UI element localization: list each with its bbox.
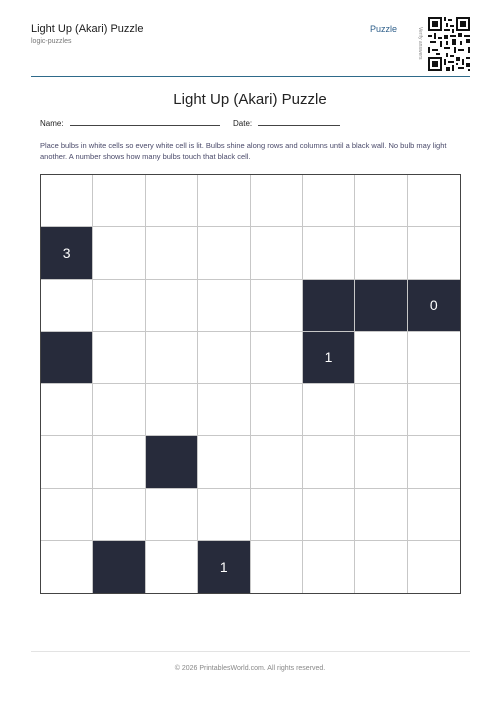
grid-cell[interactable] — [408, 436, 460, 488]
wall-cell — [355, 280, 407, 332]
grid-cell[interactable] — [408, 332, 460, 384]
grid-cell[interactable] — [355, 436, 407, 488]
grid-cell[interactable] — [355, 227, 407, 279]
grid-cell[interactable] — [146, 384, 198, 436]
grid-cell[interactable] — [146, 280, 198, 332]
grid-cell[interactable] — [41, 384, 93, 436]
instructions: Place bulbs in white cells so every white cell is lit. Bulbs shine along rows and columns until a black wall. No bulb may light another. A number shows how many bulbs touch that black cell. — [40, 141, 447, 161]
grid-cell[interactable] — [93, 227, 145, 279]
grid-cell[interactable] — [93, 489, 145, 541]
grid-cell[interactable] — [303, 384, 355, 436]
grid-cell[interactable] — [198, 384, 250, 436]
name-label: Name: — [40, 119, 64, 128]
wall-cell — [146, 436, 198, 488]
grid-cell[interactable] — [303, 489, 355, 541]
grid-cell[interactable] — [355, 489, 407, 541]
grid-cell[interactable] — [41, 436, 93, 488]
grid-cell[interactable] — [408, 541, 460, 593]
grid-cell[interactable] — [198, 489, 250, 541]
grid-cell[interactable] — [93, 384, 145, 436]
grid-cell[interactable] — [408, 175, 460, 227]
copyright: © 2026 PrintablesWorld.com. All rights reserved. — [174, 665, 326, 672]
grid-cell[interactable] — [41, 541, 93, 593]
grid-cell[interactable] — [93, 436, 145, 488]
grid-cell[interactable] — [251, 332, 303, 384]
grid-cell[interactable] — [251, 541, 303, 593]
header-subtitle: logic-puzzles — [31, 38, 72, 45]
grid-cell[interactable] — [408, 227, 460, 279]
grid-cell[interactable] — [408, 384, 460, 436]
grid-cell[interactable] — [146, 227, 198, 279]
grid-cell[interactable] — [251, 436, 303, 488]
grid-cell[interactable] — [198, 436, 250, 488]
grid-cell[interactable] — [146, 489, 198, 541]
grid-cell[interactable] — [251, 280, 303, 332]
date-label: Date: — [233, 119, 253, 128]
date-field[interactable] — [233, 118, 340, 128]
clue-cell: 0 — [408, 280, 460, 332]
clue-cell: 1 — [198, 541, 250, 593]
wall-cell — [303, 280, 355, 332]
grid-cell[interactable] — [146, 541, 198, 593]
grid-cell[interactable] — [355, 384, 407, 436]
grid-cell[interactable] — [355, 175, 407, 227]
clue-cell: 3 — [41, 227, 93, 279]
grid-cell[interactable] — [198, 280, 250, 332]
grid-cell[interactable] — [146, 332, 198, 384]
grid-cell[interactable] — [251, 175, 303, 227]
footer-divider — [31, 651, 470, 652]
grid-cell[interactable] — [408, 489, 460, 541]
name-field[interactable] — [40, 118, 220, 128]
grid-cell[interactable] — [355, 332, 407, 384]
grid-cell[interactable] — [41, 489, 93, 541]
grid-cell[interactable] — [251, 384, 303, 436]
date-line[interactable] — [258, 118, 340, 126]
grid-cell[interactable] — [198, 227, 250, 279]
verify-label: Verify answers — [417, 26, 423, 60]
wall-cell — [41, 332, 93, 384]
grid-cell[interactable] — [251, 489, 303, 541]
grid-cell[interactable] — [93, 280, 145, 332]
wall-cell — [93, 541, 145, 593]
grid-cell[interactable] — [93, 175, 145, 227]
grid-cell[interactable] — [303, 175, 355, 227]
grid-cell[interactable] — [41, 280, 93, 332]
grid-cell[interactable] — [251, 227, 303, 279]
page-title: Light Up (Akari) Puzzle — [173, 91, 327, 108]
clue-cell: 1 — [303, 332, 355, 384]
name-line[interactable] — [70, 118, 220, 126]
qr-code-icon[interactable] — [428, 17, 470, 71]
grid-cell[interactable] — [198, 175, 250, 227]
grid-cell[interactable] — [41, 175, 93, 227]
puzzle-grid — [40, 174, 461, 594]
grid-cell[interactable] — [198, 332, 250, 384]
puzzle-link[interactable]: Puzzle — [370, 24, 398, 34]
grid-cell[interactable] — [303, 436, 355, 488]
grid-cell[interactable] — [146, 175, 198, 227]
header-divider — [31, 76, 470, 77]
grid-cell[interactable] — [93, 332, 145, 384]
grid-cell[interactable] — [303, 227, 355, 279]
header-title: Light Up (Akari) Puzzle — [31, 23, 144, 35]
grid-cell[interactable] — [303, 541, 355, 593]
grid-cell[interactable] — [355, 541, 407, 593]
